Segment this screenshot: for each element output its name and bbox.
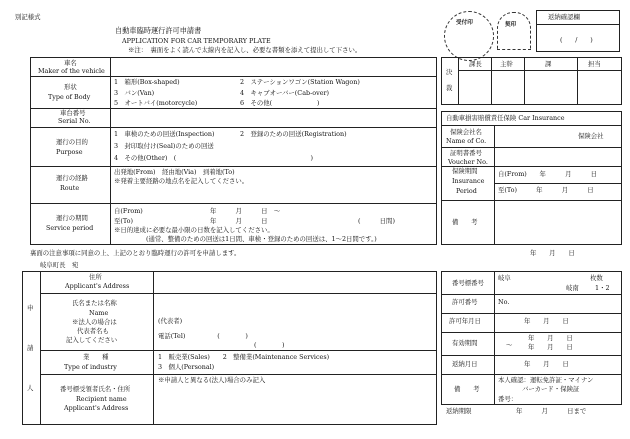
purpose-opt-3[interactable]: 3 封印取付け(Seal)のための回送 (114, 142, 214, 150)
insurance-from[interactable]: 自(From) 年 月 日 (498, 170, 598, 178)
applicant-name-note3: 記入してください (66, 336, 118, 344)
return-check-blank: ( / ) (560, 36, 593, 44)
office-plate-no: 番号標番号 (452, 279, 484, 287)
industry-ja: 業 種 (83, 353, 109, 361)
insurance-voucher-ja: 証明書番号 (450, 149, 482, 157)
applicant-side-1: 申 (27, 304, 34, 312)
period-ymd2[interactable]: 年 月 日 (210, 217, 268, 225)
office-deadline-val[interactable]: 年 月 日まで (516, 407, 587, 415)
receipt-stamp-circle (444, 11, 494, 61)
office-return-date-val[interactable]: 年 月 日 (524, 360, 569, 368)
office-permit-date-val[interactable]: 年 月 日 (524, 317, 569, 325)
route-ja: 運行の経路 (56, 174, 88, 182)
body-opt-4[interactable]: 4 キャブオーバー(Cab-over) (240, 89, 330, 97)
insurance-company-suffix: 保険会社 (578, 132, 604, 140)
instruction-note: ※注： 裏面をよく読んで太線内を記入し、必要な書類を添えて提出して下さい。 (128, 46, 362, 54)
approval-col-1: 課長 (469, 60, 482, 68)
period-note1: ※日的達成に必要な最小限の日数を記入してください。 (114, 226, 274, 234)
route-line1: 出発地(From) 経由地(Via) 到着地(To) (114, 168, 235, 176)
insurance-company-ja: 保険会社名 (450, 128, 482, 136)
body-opt-3[interactable]: 3 バン(Van) (114, 89, 155, 97)
vehicle-name-ja: 車名 (64, 59, 77, 67)
recipient-en2: Applicant's Address (64, 404, 129, 412)
industry-opt-2[interactable]: 3 個人(Personal) (158, 363, 215, 371)
seal-stamp-label: 契印 (505, 22, 517, 28)
period-ymd1[interactable]: 年 月 日 ～ (210, 207, 281, 215)
approval-label-top: 決 (446, 68, 453, 76)
office-permit-date: 許可年月日 (449, 317, 481, 325)
body-opt-5[interactable]: 5 オートバイ(motorcycle) (114, 99, 198, 107)
purpose-en: Purpose (56, 148, 83, 156)
period-note2: (通常、整備のための回送は1日間、車検・登録のための回送は、1～2日間です。) (146, 235, 377, 243)
vehicle-name-en: Maker of the vehicle (38, 67, 105, 75)
applicant-name-note2: 代表者名も (77, 327, 109, 335)
body-opt-1[interactable]: 1 箱形(Box-shaped) (114, 78, 180, 86)
serial-ja: 車台番号 (60, 109, 86, 117)
insurance-company-en: Name of Co. (446, 137, 487, 145)
title-ja: 自動車臨時運行許可申請書 (115, 26, 202, 35)
insurance-header: 自動車損害賠償責任保険 Car Insurance (446, 114, 565, 122)
addressee: 岐阜町長 宛 (40, 261, 79, 269)
receipt-stamp-label: 受付印 (456, 20, 473, 26)
period-days[interactable]: ( 日間) (358, 217, 395, 225)
serial-en: Serial No. (58, 117, 91, 125)
office-remarks-val1: 本人確認：運転免許証・マイナン (498, 376, 594, 384)
approval-label-bottom: 裁 (446, 84, 453, 92)
office-plate-count: 枚数 (590, 274, 603, 282)
period-to: 至(To) (114, 217, 133, 225)
office-plate-num: 1・2 (595, 284, 610, 292)
title-en: APPLICATION FOR CAR TEMPORARY PLATE (122, 37, 271, 45)
applicant-name-en: Name (89, 309, 109, 317)
applicant-name-ja: 氏名または名称 (72, 299, 117, 307)
approval-col-4: 担当 (588, 60, 601, 68)
office-valid-tilde: ～ (506, 341, 513, 349)
declaration-text: 裏面の注意事項に同意の上、上記のとおり臨時運行の許可を申請します。 (30, 249, 241, 257)
period-from: 自(From) (114, 207, 143, 215)
form-label: 別記様式 (15, 13, 41, 21)
body-opt-6[interactable]: 6 その他( ) (240, 99, 320, 107)
recipient-note: ※申請人と異なる(法人)場合のみ記入 (158, 376, 266, 384)
insurance-remarks: 備 考 (452, 218, 478, 226)
return-check-label: 返納確認欄 (548, 13, 580, 21)
purpose-opt-2[interactable]: 2 登録のための回送(Registration) (240, 130, 347, 138)
seal-stamp-frame (497, 12, 531, 50)
route-line2: ※発着主要経路の地点名を記入してください。 (114, 177, 249, 185)
insurance-period-en2: Period (456, 187, 477, 195)
approval-col-3: 課 (545, 60, 552, 68)
recipient-ja: 番号標受領者氏名・住所 (60, 385, 131, 393)
body-type-ja: 形状 (64, 83, 77, 91)
office-remarks-val2: バーカード・保険証 (522, 385, 580, 393)
body-opt-2[interactable]: 2 ステーションワゴン(Station Wagon) (240, 78, 360, 86)
purpose-ja: 運行の目的 (56, 138, 88, 146)
insurance-voucher-en: Voucher No. (448, 158, 488, 166)
approval-col-2: 主幹 (500, 60, 513, 68)
declaration-date[interactable]: 年 月 日 (530, 249, 575, 257)
office-valid-val2[interactable]: 年 月 日 (528, 343, 573, 351)
office-permit-no: 許可番号 (452, 298, 478, 306)
office-remarks: 備 考 (454, 385, 480, 393)
period-ja: 運行の期間 (56, 214, 88, 222)
insurance-period-en1: Insurance (452, 177, 485, 185)
office-plate-city: 岐阜 (498, 274, 511, 282)
purpose-opt-1[interactable]: 1 車検のための回送(Inspection) (114, 130, 215, 138)
route-en: Route (60, 184, 80, 192)
applicant-representative: (代表者) (158, 317, 183, 325)
industry-en: Type of industry (64, 363, 117, 371)
applicant-tel[interactable]: 電話(Tel) ( ) (158, 332, 248, 340)
industry-opt-1[interactable]: 1 販売業(Sales) 2 整備業(Maintenance Services) (158, 353, 330, 361)
applicant-side-2: 請 (27, 344, 34, 352)
applicant-address-ja: 住所 (89, 273, 102, 281)
body-type-en: Type of Body (48, 93, 91, 101)
period-en: Service period (46, 224, 94, 232)
office-permit-no-val[interactable]: No. (498, 298, 510, 306)
applicant-side-3: 人 (27, 384, 34, 392)
office-plate-city2: 岐南 (566, 284, 579, 292)
applicant-tel2[interactable]: ( ) (254, 341, 285, 349)
office-return-date: 返納月日 (452, 360, 478, 368)
insurance-period-ja: 保険期間 (452, 167, 478, 175)
office-remarks-val3: 番号： (498, 395, 518, 403)
insurance-to[interactable]: 至(To) 年 月 日 (498, 186, 594, 194)
purpose-opt-4[interactable]: 4 その他(Other) ( ) (114, 154, 313, 162)
recipient-en1: Recipient name (76, 395, 127, 403)
applicant-address-en: Applicant's Address (65, 282, 130, 290)
applicant-name-note1: ※法人の場合は (72, 318, 117, 326)
office-valid-val1[interactable]: 年 月 日 (528, 334, 573, 342)
office-valid: 有効期間 (452, 339, 478, 347)
office-deadline: 返納期限 (446, 407, 472, 415)
